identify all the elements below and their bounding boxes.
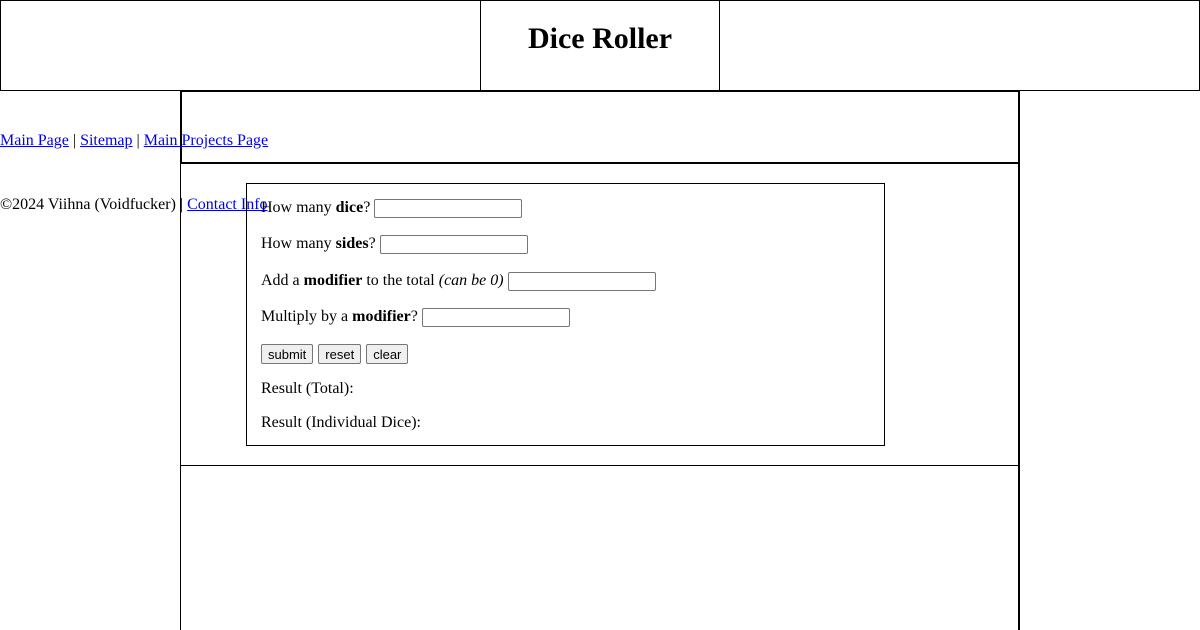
multiply-row xyxy=(261,307,570,327)
contact-info-link[interactable]: Contact Info xyxy=(187,196,268,213)
dice-form xyxy=(246,183,885,446)
clear-button[interactable]: clear xyxy=(366,344,408,364)
add-modifier-note: (can be 0) xyxy=(438,272,504,289)
dice-label-prefix: How many xyxy=(261,199,336,216)
page-title: Dice Roller xyxy=(527,22,673,55)
sides-input[interactable] xyxy=(380,235,528,254)
header-left-panel xyxy=(0,0,481,91)
sides-label-bold: sides xyxy=(335,235,369,252)
reset-button[interactable]: reset xyxy=(318,344,361,364)
multiply-bold: modifier xyxy=(352,308,411,325)
multiply-input[interactable] xyxy=(422,308,570,327)
nav-link-sitemap[interactable]: Sitemap xyxy=(80,132,133,149)
header-title-box xyxy=(480,0,720,91)
nav-link-main-projects[interactable]: Main Projects Page xyxy=(143,132,269,149)
multiply-suffix: ? xyxy=(410,308,418,325)
sides-label-prefix: How many xyxy=(261,235,336,252)
add-modifier-input[interactable] xyxy=(508,272,656,291)
multiply-prefix: Multiply by a xyxy=(261,308,353,325)
add-modifier-middle: to the total xyxy=(362,272,439,289)
dice-count-row xyxy=(261,198,522,218)
nav-box xyxy=(180,90,1020,164)
copyright-text: ©2024 Viihna (Voidfucker) xyxy=(0,196,176,213)
add-modifier-prefix: Add a xyxy=(261,272,304,289)
header-right-panel xyxy=(719,0,1200,91)
dice-label-bold: dice xyxy=(335,199,364,216)
result-total: Result (Total): xyxy=(261,380,354,397)
nav-separator: | xyxy=(72,132,77,149)
nav-link-main-page[interactable]: Main Page xyxy=(0,132,69,149)
footer xyxy=(0,196,268,214)
nav-links xyxy=(0,132,268,150)
sides-row xyxy=(261,234,528,254)
dice-label-suffix: ? xyxy=(363,199,371,216)
result-individual: Result (Individual Dice): xyxy=(261,414,421,431)
add-modifier-bold: modifier xyxy=(303,272,363,289)
sides-label-suffix: ? xyxy=(368,235,376,252)
add-modifier-row xyxy=(261,271,656,291)
nav-separator: | xyxy=(136,132,140,149)
footer-separator: | xyxy=(179,196,184,213)
dice-count-input[interactable] xyxy=(374,199,522,218)
form-buttons xyxy=(261,344,409,364)
submit-button[interactable]: submit xyxy=(261,344,313,364)
